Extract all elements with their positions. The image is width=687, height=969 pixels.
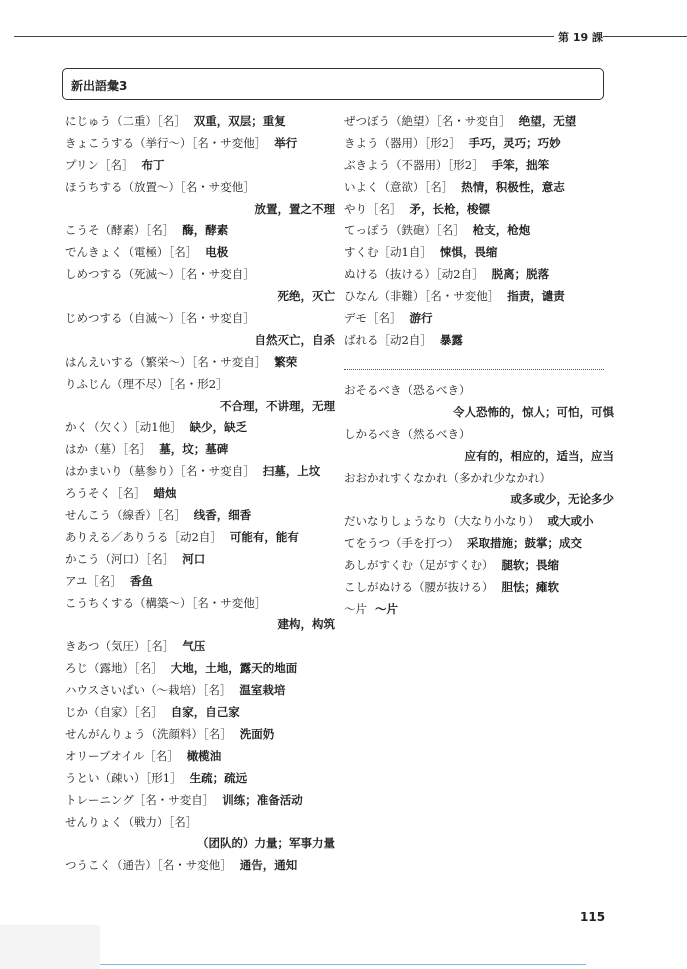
vocab-meaning: 游行 xyxy=(409,311,433,326)
vocab-head: ありえる／ありうる［动2自］ xyxy=(65,529,222,544)
vocab-head: ハウスさいばい（～栽培）［名］ xyxy=(65,683,232,698)
vocab-meaning-line xyxy=(65,286,335,308)
vocab-head: ぜつぼう（絶望）［名・サ変自］ xyxy=(344,114,511,128)
vocab-entry xyxy=(65,177,335,199)
vocab-head: かく（欠く）［动1他］ xyxy=(65,420,182,435)
vocab-entry xyxy=(65,571,335,593)
vocab-entry xyxy=(344,242,614,264)
vocab-entry xyxy=(65,593,335,615)
vocab-entry xyxy=(65,417,335,439)
vocab-entry xyxy=(344,308,614,330)
vocab-meaning: 矛，长枪，梭镖 xyxy=(409,201,490,216)
vocab-meaning: 应有的，相应的，适当，应当 xyxy=(464,448,614,463)
vocab-entry xyxy=(65,264,335,286)
vocab-entry xyxy=(65,658,335,680)
vocab-entry xyxy=(65,483,335,505)
vocab-head: てをうつ（手を打つ） xyxy=(344,536,459,551)
vocab-entry xyxy=(65,242,335,264)
vocab-entry xyxy=(65,220,335,242)
vocab-meaning: 或多或少，无论多少 xyxy=(510,492,614,507)
vocab-entry xyxy=(65,855,335,877)
vocab-head: でんきょく（電極）［名］ xyxy=(65,245,198,260)
vocab-column-left xyxy=(65,111,335,877)
vocab-head: にじゅう（二重）［名］ xyxy=(65,114,186,128)
vocab-meaning: 举行 xyxy=(274,135,298,150)
vocab-head: だいなりしょうなり（大なり小なり） xyxy=(344,514,540,529)
vocab-entry xyxy=(344,155,614,177)
vocab-meaning: 腿软；畏缩 xyxy=(501,558,559,573)
vocab-meaning: 洗面奶 xyxy=(239,726,275,741)
vocab-column-right xyxy=(344,111,614,352)
vocab-meaning: 蜡烛 xyxy=(153,486,177,501)
vocab-meaning: 墓，坟；墓碑 xyxy=(159,442,229,457)
vocab-head: うとい（疎い）［形1］ xyxy=(65,770,182,785)
vocab-entry xyxy=(65,439,335,461)
vocab-head: デモ［名］ xyxy=(344,311,402,326)
vocab-head: はんえいする（繁栄～）［名・サ変自］ xyxy=(65,354,267,369)
vocab-entry xyxy=(344,220,614,242)
vocab-head: てっぽう（鉄砲）［名］ xyxy=(344,223,465,238)
vocab-head: やり［名］ xyxy=(344,201,402,216)
vocab-head: せんがんりょう（洗顔料）［名］ xyxy=(65,726,232,741)
vocab-head: きよう（器用）［形2］ xyxy=(344,135,461,150)
vocab-meaning: 暴露 xyxy=(439,332,463,347)
vocab-entry xyxy=(344,380,614,402)
vocab-entry xyxy=(65,812,335,834)
vocab-meaning: 双重，双层；重复 xyxy=(193,114,286,128)
vocab-head: アユ［名］ xyxy=(65,573,122,588)
vocab-head: かこう（河口）［名］ xyxy=(65,551,175,566)
vocab-entry xyxy=(344,555,614,577)
vocab-meaning: 河口 xyxy=(182,551,206,566)
vocab-meaning: 手笨，拙笨 xyxy=(491,157,550,172)
vocab-entry xyxy=(65,308,335,330)
vocab-meaning-line xyxy=(65,614,335,636)
vocab-head: きあつ（気圧）［名］ xyxy=(65,639,175,654)
vocab-entry xyxy=(65,374,335,396)
vocab-entry xyxy=(65,461,335,483)
vocab-meaning: 通告，通知 xyxy=(239,858,298,873)
section-title: 新出語彙3 xyxy=(71,79,128,93)
vocab-meaning: 线香，细香 xyxy=(193,508,252,523)
vocab-meaning: 生疏；疏远 xyxy=(189,770,248,785)
vocab-head: きょこうする（挙行～）［名・サ変他］ xyxy=(65,135,267,150)
vocab-entry xyxy=(344,199,614,221)
vocab-head: はか（墓）［名］ xyxy=(65,442,152,457)
vocab-head: じか（自家）［名］ xyxy=(65,705,163,720)
vocab-entry xyxy=(344,111,614,133)
vocab-entry xyxy=(344,533,614,555)
vocab-head: いよく（意欲）［名］ xyxy=(344,179,454,194)
vocab-meaning-line xyxy=(344,446,614,468)
vocab-meaning: 建构，构筑 xyxy=(277,617,335,632)
vocab-meaning: 死绝，灭亡 xyxy=(277,289,335,304)
bottom-rule xyxy=(100,964,586,965)
vocab-entry xyxy=(344,177,614,199)
vocab-entry xyxy=(65,680,335,702)
header-rule-right xyxy=(603,36,687,37)
vocab-meaning: 自家，自己家 xyxy=(170,705,240,720)
vocab-meaning-line xyxy=(65,199,335,221)
vocab-head: しかるべき（然るべき） xyxy=(344,426,471,441)
vocab-head: こしがぬける（腰が抜ける） xyxy=(344,580,494,595)
expression-column xyxy=(344,380,614,621)
vocab-meaning: 悚惧，畏缩 xyxy=(439,245,498,260)
lesson-label: 第 19 課 xyxy=(558,31,603,44)
vocab-entry xyxy=(65,636,335,658)
vocab-meaning: 不合理，不讲理，无理 xyxy=(220,398,335,413)
vocab-entry xyxy=(344,577,614,599)
vocab-entry xyxy=(344,511,614,533)
vocab-entry xyxy=(344,468,614,490)
vocab-entry xyxy=(65,549,335,571)
vocab-entry xyxy=(344,133,614,155)
vocab-meaning: 香鱼 xyxy=(129,573,153,588)
vocab-head: おそるべき（恐るべき） xyxy=(344,383,471,397)
vocab-meaning: 胆怯；瘫软 xyxy=(501,580,559,595)
vocab-meaning: 自然灭亡，自杀 xyxy=(254,332,335,347)
vocab-meaning: 或大或小 xyxy=(547,514,594,529)
vocab-meaning: 指责，谴责 xyxy=(507,289,565,304)
vocab-head: せんこう（線香）［名］ xyxy=(65,508,186,523)
vocab-head: こうそ（酵素）［名］ xyxy=(65,223,175,238)
vocab-entry xyxy=(65,155,335,177)
vocab-entry xyxy=(65,702,335,724)
vocab-head: ろうそく［名］ xyxy=(65,486,146,501)
vocab-meaning: 电极 xyxy=(205,245,229,260)
header-rule xyxy=(14,36,554,37)
vocab-entry xyxy=(344,286,614,308)
vocab-meaning-line xyxy=(65,396,335,418)
section-title-box xyxy=(62,68,604,100)
scan-margin xyxy=(0,925,100,969)
vocab-head: あしがすくむ（足がすくむ） xyxy=(344,558,494,573)
vocab-head: ほうちする（放置～）［名・サ変他］ xyxy=(65,179,255,194)
vocab-meaning: 令人恐怖的，惊人；可怕，可惧 xyxy=(453,404,614,419)
vocab-entry xyxy=(344,599,614,621)
vocab-meaning: 可能有，能有 xyxy=(229,529,299,544)
vocab-entry xyxy=(65,768,335,790)
vocab-meaning-line xyxy=(65,833,335,855)
vocab-entry xyxy=(65,746,335,768)
vocab-meaning: 缺少，缺乏 xyxy=(189,420,248,435)
vocab-head: りふじん（理不尽）［名・形2］ xyxy=(65,376,228,391)
vocab-meaning: 绝望，无望 xyxy=(518,114,577,128)
vocab-head: ひなん（非難）［名・サ変他］ xyxy=(344,289,500,304)
vocab-meaning: 繁荣 xyxy=(274,354,298,369)
vocab-head: すくむ［动1自］ xyxy=(344,245,432,260)
vocab-meaning-line xyxy=(65,330,335,352)
vocab-head: しめつする（死滅～）［名・サ変自］ xyxy=(65,267,255,282)
vocab-meaning: 手巧，灵巧；巧妙 xyxy=(468,135,561,150)
vocab-meaning: 橄榄油 xyxy=(186,748,222,763)
vocab-meaning: 气压 xyxy=(182,639,206,654)
vocab-head: ぶきよう（不器用）［形2］ xyxy=(344,157,484,172)
vocab-meaning: 布丁 xyxy=(141,157,165,172)
vocab-head: おおかれすくなかれ（多かれ少なかれ） xyxy=(344,470,551,485)
vocab-meaning: 扫墓，上坟 xyxy=(262,464,321,479)
vocab-meaning: 枪支，枪炮 xyxy=(472,223,531,238)
vocab-entry xyxy=(344,264,614,286)
vocab-entry xyxy=(65,724,335,746)
vocab-meaning: 脱离；脱落 xyxy=(491,267,550,282)
vocab-meaning: 热情，积极性，意志 xyxy=(461,179,565,194)
vocab-head: ぬける（抜ける）［动2自］ xyxy=(344,267,484,282)
vocab-meaning: ～片 xyxy=(375,601,398,616)
vocab-meaning: 采取措施；鼓掌；成交 xyxy=(467,536,582,551)
vocab-meaning: 大地，土地，露天的地面 xyxy=(170,661,298,676)
vocab-entry xyxy=(65,505,335,527)
vocab-entry xyxy=(65,790,335,812)
vocab-meaning: 酶，酵素 xyxy=(182,223,229,238)
vocab-head: せんりょく（戦力）［名］ xyxy=(65,814,198,829)
vocab-entry xyxy=(65,352,335,374)
vocab-head: トレーニング［名・サ変自］ xyxy=(65,792,215,807)
vocab-head: はかまいり（墓参り）［名・サ変自］ xyxy=(65,464,255,479)
vocab-head: ばれる［动2自］ xyxy=(344,332,432,347)
vocab-entry xyxy=(344,330,614,352)
page-number: 115 xyxy=(580,910,606,924)
vocab-meaning-line xyxy=(344,402,614,424)
vocab-head: つうこく（通告）［名・サ変他］ xyxy=(65,858,232,873)
vocab-head: ろじ（露地）［名］ xyxy=(65,661,163,676)
vocab-meaning: 训练；准备活动 xyxy=(222,792,303,807)
vocab-meaning: （团队的）力量；军事力量 xyxy=(197,836,335,851)
vocab-meaning-line xyxy=(344,489,614,511)
vocab-entry xyxy=(344,424,614,446)
vocab-entry xyxy=(65,527,335,549)
vocab-head: プリン［名］ xyxy=(65,157,134,172)
vocab-head: オリーブオイル［名］ xyxy=(65,748,179,763)
vocab-head: じめつする（自滅～）［名・サ変自］ xyxy=(65,311,255,326)
vocab-head: ～片 xyxy=(344,601,367,616)
vocab-entry xyxy=(65,111,335,133)
dotted-divider xyxy=(344,369,604,370)
vocab-head: こうちくする（構築～）［名・サ変他］ xyxy=(65,595,267,610)
vocab-entry xyxy=(65,133,335,155)
vocab-meaning: 温室栽培 xyxy=(239,683,286,698)
vocab-meaning: 放置，置之不理 xyxy=(254,201,335,216)
